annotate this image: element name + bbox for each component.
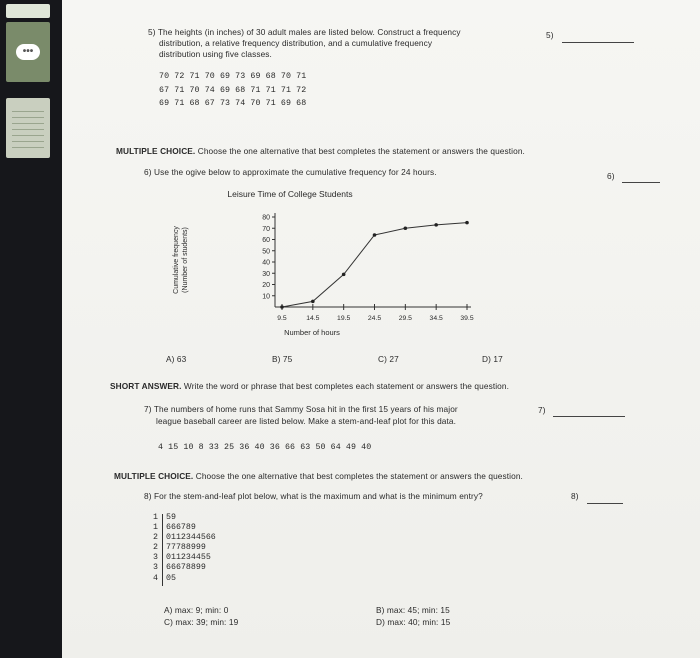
stem-value: 1: [153, 513, 158, 522]
leaf-values: 011234455: [166, 553, 211, 563]
y-tick-label: 40: [262, 259, 270, 267]
y-axis-label: Cumulative frequency: [173, 226, 180, 294]
sa-instruction: Write the word or phrase that best completes each statement or answers the question.: [183, 381, 509, 391]
q6-choice-a[interactable]: A) 63: [166, 354, 187, 364]
y-tick-label: 60: [262, 237, 270, 244]
q6-text: 6) Use the ogive below to approximate the cumulative frequency for 24 hours.: [144, 167, 437, 177]
data-point: [373, 233, 377, 237]
q7-data: 4 15 10 8 33 25 36 40 36 66 63 50 64 49 40: [158, 443, 372, 452]
q8-answer-line[interactable]: [587, 503, 623, 504]
page-thumbnail[interactable]: [6, 98, 50, 158]
y-tick-label: 10: [262, 293, 270, 301]
q8-choice-a[interactable]: A) max: 9; min: 0: [164, 605, 229, 615]
stem-value: 3: [153, 553, 158, 563]
stem-value: 1: [153, 523, 158, 533]
thumbnail-text-lines: [12, 106, 44, 150]
data-point: [404, 226, 408, 230]
ogive-chart: [162, 180, 474, 340]
q5-line1: 5) The heights (in inches) of 30 adult males are listed below. Construct a frequency: [148, 27, 461, 37]
x-tick-label: 9.5: [277, 315, 287, 322]
q5-answer-line[interactable]: [562, 42, 634, 43]
thumbnail-sidebar: [0, 0, 62, 658]
q5-line2: distribution, a relative frequency distribution, and a cumulative frequency: [159, 38, 433, 48]
chart-axes: [275, 213, 471, 307]
mc1-section-heading: [116, 146, 525, 156]
data-points: [280, 221, 469, 309]
data-point: [311, 300, 315, 304]
q8-choice-d[interactable]: D) max: 40; min: 15: [376, 617, 451, 627]
stem-leaf-divider: [162, 514, 163, 586]
mc2-section-heading: [114, 471, 523, 481]
x-tick-label: 24.5: [367, 315, 382, 322]
page-thumbnail[interactable]: [6, 4, 50, 18]
mc1-heading: MULTIPLE CHOICE.: [116, 146, 196, 156]
q5-data-row: 69 71 68 67 73 74 70 71 69 68: [159, 99, 307, 108]
y-tick-label: 80: [262, 214, 270, 222]
leaf-values: 666789: [166, 523, 196, 533]
q8-choice-b[interactable]: B) max: 45; min: 15: [376, 605, 450, 615]
mc2-instruction: Choose the one alternative that best completes the statement or answers the question.: [195, 471, 523, 481]
sa-heading: SHORT ANSWER.: [110, 381, 182, 391]
mc2-heading: MULTIPLE CHOICE.: [114, 471, 194, 481]
stem-value: 4: [153, 573, 158, 583]
q6-answer-label: 6): [607, 171, 615, 181]
leaf-values: 05: [166, 573, 176, 583]
leaf-values: 59: [166, 513, 176, 522]
x-tick-label: 29.5: [398, 315, 412, 322]
data-point: [434, 223, 438, 227]
y-axis-label-sub: (Number of students): [182, 227, 189, 293]
q5-data-row: 70 72 71 70 69 73 69 68 70 71: [159, 72, 307, 81]
stem-value: 2: [153, 533, 158, 543]
q8-answer-label: 8): [571, 491, 579, 501]
q8-text: 8) For the stem-and-leaf plot below, what is the maximum and what is the minimum entry?: [144, 491, 483, 501]
y-tick-label: 50: [262, 248, 270, 256]
q5-data-row: 67 71 70 74 69 68 71 71 71 72: [159, 86, 307, 95]
x-tick-label: 34.5: [429, 315, 443, 322]
leaf-column: [166, 513, 216, 584]
leaf-values: 77788999: [166, 543, 206, 553]
leaf-values: 66678899: [166, 563, 206, 573]
stem-value: 3: [153, 563, 158, 573]
y-tick-label: 20: [262, 282, 270, 289]
data-point: [465, 221, 469, 225]
q7-answer-line[interactable]: [553, 416, 625, 417]
data-point: [280, 305, 284, 309]
chart-title: Leisure Time of College Students: [227, 189, 353, 199]
stem-column: [153, 513, 158, 584]
q6-choice-c[interactable]: C) 27: [378, 354, 399, 364]
stem-value: 2: [153, 543, 158, 553]
mc1-instruction: Choose the one alternative that best completes the statement or answers the question.: [197, 146, 525, 156]
data-point: [342, 273, 346, 277]
q6-answer-line[interactable]: [622, 182, 660, 183]
q8-choice-c[interactable]: C) max: 39; min: 19: [164, 617, 239, 627]
x-tick-label: 19.5: [337, 315, 351, 322]
x-tick-label: 39.5: [460, 315, 474, 322]
q7-line2: league baseball career are listed below. Make a stem-and-leaf plot for this data.: [156, 416, 457, 426]
document-page: [62, 0, 700, 658]
q5-line3: distribution using five classes.: [159, 49, 272, 59]
page-thumbnail[interactable]: [6, 22, 50, 82]
y-tick-labels: [262, 215, 275, 301]
q7-answer-label: 7): [538, 405, 546, 415]
q7-line1: 7) The numbers of home runs that Sammy Sosa hit in the first 15 years of his major: [144, 404, 458, 414]
leaf-values: 0112344566: [166, 533, 216, 543]
x-tick-label: 14.5: [306, 315, 320, 322]
q6-choice-d[interactable]: D) 17: [482, 354, 503, 364]
q6-choice-b[interactable]: B) 75: [272, 354, 293, 364]
y-tick-label: 30: [262, 270, 270, 278]
q5-answer-label: 5): [546, 30, 554, 40]
more-options-icon[interactable]: •••: [16, 44, 40, 60]
x-axis-label: Number of hours: [284, 328, 340, 337]
y-tick-label: 70: [262, 225, 270, 233]
sa-section-heading: [110, 381, 509, 391]
